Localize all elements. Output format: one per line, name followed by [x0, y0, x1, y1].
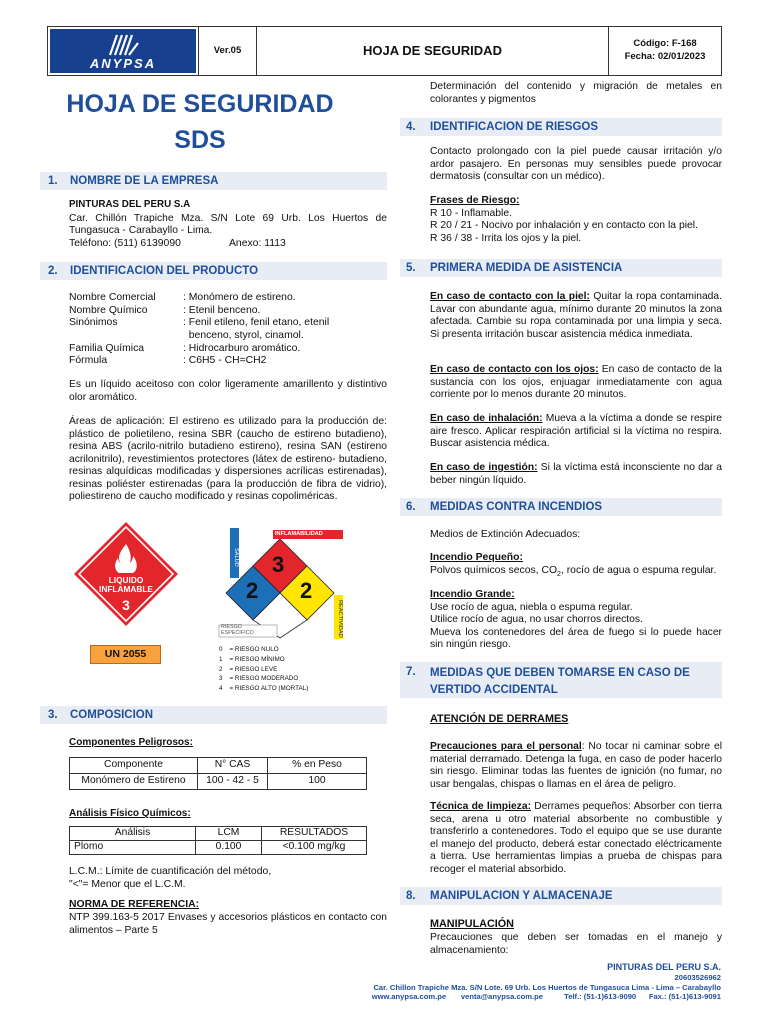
first-aid-text: Si la víctima está inconsciente no dar a beber ningún líquido.	[430, 462, 723, 486]
product-info-row	[69, 330, 387, 343]
fire-media: Medios de Extinción Adecuados:	[430, 529, 581, 540]
precautions-label: Precauciones para el personal	[430, 741, 582, 752]
document-title	[50, 86, 350, 159]
application-areas: Áreas de aplicación: El estireno es utilizado para la producción de: plástico de polietileno, resina SBR (caucho de estireno butadieno), resina ABS (acrilo-nitrilo butadieno estireno), resina SAN (estireno acrilonitrilo), revestimientos protectores (látex de estireno- butadieno, resinas alquídicas modificadas y dispersiones acrílicas estirenadas), resinas poliéster estirenadas (para la producción de fibra de vidrio), poliestireno de caucho modificado y resinas copoliméricas.	[69, 416, 387, 503]
section-title: NOMBRE DE LA EMPRESA	[70, 174, 219, 187]
section-7-header	[400, 662, 722, 698]
section-title: MEDIDAS CONTRA INCENDIOS	[430, 500, 603, 513]
logo-text: ANYPSA	[89, 56, 157, 71]
section-number: 6.	[406, 500, 416, 513]
footer-company: PINTURAS DEL PERU S.A.	[607, 962, 721, 972]
first-aid-inhalation	[430, 413, 722, 451]
nfpa-legend-item: 0 = RIESGO NULO	[219, 646, 279, 653]
large-fire-title: Incendio Grande:	[430, 589, 515, 600]
analysis-table	[69, 826, 367, 855]
first-aid-label: En caso de contacto con los ojos:	[430, 364, 599, 375]
table-cell: 100	[268, 774, 367, 790]
company-block	[69, 199, 387, 251]
personnel-precautions	[430, 741, 722, 791]
nfpa-label-health: SALUD	[233, 548, 239, 567]
section-title: IDENTIFICACION DEL PRODUCTO	[70, 264, 259, 277]
table-header-row	[70, 827, 367, 841]
product-info-row	[69, 317, 387, 330]
table-row	[70, 840, 367, 854]
section-1-header	[40, 172, 387, 190]
product-info-key: Sinónimos	[69, 317, 118, 329]
product-info-key: Nombre Comercial	[69, 292, 156, 303]
un-number-badge: UN 2055	[90, 645, 161, 664]
nfpa-label-special: RIESGO ESPECIFICO	[221, 624, 254, 636]
nfpa-flammability-value: 3	[272, 552, 285, 577]
document-header	[47, 26, 722, 76]
table-cell: 100 - 42 - 5	[198, 774, 268, 790]
table-header-cell: N° CAS	[198, 758, 268, 774]
cleaning-label: Técnica de limpieza:	[430, 801, 531, 812]
code: Código: F-168	[633, 38, 697, 50]
norm-title: NORMA DE REFERENCIA:	[69, 899, 200, 911]
precautions-text: : No tocar ni caminar sobre el material derramado. Detenga la fuga, en caso de poder hacerlo sin riesgo. Eliminar todas las fuentes de ignición (no fumar, no usar bengalas, chispas o llamas en el área de peligro.	[430, 741, 722, 790]
nfpa-legend-item: 4 = RIESGO ALTO (MORTAL)	[219, 685, 309, 692]
product-info-key	[69, 330, 183, 343]
company-phone-row	[69, 238, 387, 251]
handling-subtitle: MANIPULACIÓN	[430, 918, 514, 930]
nfpa-legend-item: 1 = RIESGO MÍNIMO	[219, 655, 285, 663]
section-4-header	[400, 118, 722, 136]
hazard-diamond	[72, 520, 180, 633]
small-fire-text-b: , rocío de agua o espuma regular.	[560, 564, 717, 576]
lcm-notes	[69, 866, 387, 937]
risk-phrase: R 36 / 38 - Irrita los ojos y la piel.	[430, 233, 582, 245]
table-header-row	[70, 758, 367, 774]
risk-text: Contacto prolongado con la piel puede causar irritación y/o ardor pasajero. En personas muy sensibles puede provocar dermatosis (consultar con un médico).	[430, 146, 722, 183]
section-6-header	[400, 498, 722, 516]
first-aid-label: En caso de contacto con la piel:	[430, 291, 590, 302]
section-number: 2.	[48, 264, 58, 277]
section-number: 3.	[48, 708, 58, 721]
section-title-line2: VERTIDO ACCIDENTAL	[430, 684, 558, 697]
table-cell: 0.100	[196, 840, 262, 854]
lcm-note-1: L.C.M.: Límite de cuantificación del método,	[69, 866, 272, 877]
risk-phrase: R 20 / 21 - Nocivo por inhalación y en contacto con la piel.	[430, 220, 699, 232]
table-cell: <0.100 mg/kg	[262, 840, 367, 854]
section-2-header	[40, 262, 387, 280]
product-description: Es un líquido aceitoso con color ligeramente amarillento y distintivo olor aromático.	[69, 379, 387, 403]
product-info-row	[69, 355, 387, 368]
small-fire-sub: 2	[557, 570, 561, 578]
company-address: Car. Chillón Trapiche Mza. S/N Lote 69 Urb. Los Huertos de Tungasuca - Carabayllo - Lima.	[69, 212, 387, 237]
section-title	[430, 665, 690, 700]
product-info-value: : C6H5 - CH=CH2	[183, 355, 267, 367]
first-aid-text: Quitar la ropa contaminada. Lavar con abundante agua, mínimo durante 20 minutos la zona afectada. Cambie su ropa contaminada por una limpia y seca. Si presenta irritación buscar asistencia médica inmediata.	[430, 291, 722, 340]
company-phone: Teléfono: (511) 6139090	[69, 238, 181, 250]
footer-ruc: 20603526962	[674, 973, 721, 983]
nfpa-health-value: 2	[246, 578, 259, 603]
nfpa-legend	[219, 645, 308, 694]
table-cell: Plomo	[70, 840, 196, 854]
components-table	[69, 757, 367, 790]
page-footer	[161, 962, 721, 1002]
section-8-header	[400, 887, 722, 905]
nfpa-label-flammability: INFLAMABILIDAD	[275, 531, 323, 537]
table-row	[70, 774, 367, 790]
cleaning-technique	[430, 801, 722, 876]
header-code-date	[609, 27, 721, 75]
spill-attention: ATENCIÓN DE DERRAMES	[430, 713, 569, 725]
large-fire-line: Mueva los contenedores del área de fuego si lo puede hacer sin ningún riesgo.	[430, 626, 722, 651]
footer-contact: www.anypsa.com.pe venta@anypsa.com.pe Telf.: (51-1)613-9090 Fax.: (51-1)613-9091	[371, 992, 721, 1002]
header-title: HOJA DE SEGURIDAD	[257, 27, 609, 75]
section-title: MANIPULACION Y ALMACENAJE	[430, 889, 613, 902]
right-continuation: Determinación del contenido y migración de metales en colorantes y pigmentos	[430, 81, 722, 105]
product-info-value: : Monómero de estireno.	[183, 292, 296, 303]
product-info-value: benceno, styrol, cinamol.	[183, 330, 304, 342]
diamond-line1: LIQUIDO	[108, 575, 144, 585]
table-header-cell: Componente	[70, 758, 198, 774]
company-annex: Anexo: 1113	[229, 238, 286, 250]
company-name: PINTURAS DEL PERU S.A	[69, 199, 191, 210]
section-title-line1: MEDIDAS QUE DEBEN TOMARSE EN CASO DE	[430, 667, 690, 679]
large-fire	[430, 589, 722, 652]
small-fire	[430, 552, 722, 579]
product-info-row	[69, 292, 387, 305]
product-info-key: Familia Química	[69, 342, 145, 354]
cleaning-text: Derrames pequeños: Absorber con tierra seca, arena u otro material absorbente no combustible y transferirlo a contenedores. Todo el equipo que se use durante el manejo del producto, deberá estar conectado eléctricamente a tierra. Use herramientas limpias a prueba de chispas para recoger el material absorbido.	[430, 801, 722, 875]
product-info	[69, 292, 387, 368]
large-fire-line: Utilice rocío de agua, no usar chorros directos.	[430, 614, 643, 626]
section-number: 8.	[406, 889, 416, 902]
document-title-line2: SDS	[174, 126, 226, 155]
first-aid-label: En caso de ingestión:	[430, 462, 538, 473]
product-info-row	[69, 305, 387, 318]
lcm-note-2: "<"= Menor que el L.C.M.	[69, 878, 186, 890]
analysis-title: Análisis Físico Químicos:	[69, 808, 191, 819]
section-3-header	[40, 706, 387, 724]
first-aid-eyes	[430, 364, 722, 402]
norm-text: NTP 399.163-5 2017 Envases y accesorios plásticos en contacto con alimentos – Parte 5	[69, 912, 387, 936]
risk-phrases-title: Frases de Riesgo:	[430, 195, 520, 206]
product-info-value: : Etenil benceno.	[183, 304, 261, 316]
nfpa-legend-item: 3 = RIESGO MODERADO	[219, 675, 299, 683]
product-info-value: : Fenil etileno, fenil etano, etenil	[183, 317, 330, 329]
small-fire-text-a: Polvos químicos secos, CO	[430, 564, 558, 576]
date: Fecha: 02/01/2023	[624, 51, 706, 62]
section-number: 1.	[48, 174, 58, 187]
footer-address: Car. Chillon Trapiche Mza. S/N Lote. 69 Urb. Los Huertos de Tungasuca Lima - Lima – Carabayllo	[373, 982, 721, 992]
diamond-line2: INFLAMABLE	[99, 583, 153, 594]
table-header-cell: LCM	[196, 827, 262, 841]
table-header-cell: RESULTADOS	[262, 827, 367, 841]
product-info-key: Fórmula	[69, 355, 108, 367]
first-aid-label: En caso de inhalación:	[430, 413, 543, 424]
first-aid-text: Mueva a la víctima a donde se respire aire fresco. Aplicar respiración artificial si la víctima no respira. Buscar asistencia médica.	[430, 413, 723, 450]
diamond-text	[72, 576, 180, 613]
section-number: 7.	[406, 666, 416, 678]
section-title: COMPOSICION	[70, 708, 154, 721]
document-title-line1: HOJA DE SEGURIDAD	[66, 90, 334, 118]
section-number: 4.	[406, 120, 416, 133]
table-header-cell: Análisis	[70, 827, 196, 841]
section-title: PRIMERA MEDIDA DE ASISTENCIA	[430, 261, 623, 274]
table-cell: Monómero de Estireno	[70, 774, 198, 790]
small-fire-text	[430, 565, 722, 580]
risk-phrase: R 10 - Inflamable.	[430, 207, 513, 219]
first-aid-skin	[430, 291, 722, 341]
section-5-header	[400, 259, 722, 277]
nfpa-reactivity-value: 2	[300, 578, 313, 603]
first-aid-text: En caso de contacto de la sustancia con los ojos, enjuagar inmediatamente con agua corriente por lo menos durante 20 minutos.	[430, 364, 723, 401]
table-header-cell: % en Peso	[268, 758, 367, 774]
section-number: 5.	[406, 261, 416, 274]
risk-phrases	[430, 195, 722, 246]
small-fire-title: Incendio Pequeño:	[430, 552, 523, 563]
diamond-class: 3	[122, 597, 130, 614]
anypsa-logo	[50, 29, 196, 73]
nfpa-legend-item: 2 = RIESGO LEVE	[219, 665, 278, 673]
components-title: Componentes Peligrosos:	[69, 737, 193, 748]
product-info-value: : Hidrocarburo aromático.	[183, 342, 301, 354]
nfpa-label-reactivity: REACTIVIDAD	[337, 600, 343, 638]
first-aid-ingestion	[430, 462, 722, 487]
section-title: IDENTIFICACION DE RIESGOS	[430, 120, 599, 133]
logo-cell	[48, 27, 199, 75]
nfpa-diamond	[215, 528, 345, 640]
version: Ver.05	[199, 27, 257, 75]
product-info-key: Nombre Químico	[69, 304, 148, 316]
product-info-row	[69, 343, 387, 356]
large-fire-line: Use rocío de agua, niebla o espuma regular.	[430, 601, 633, 613]
handling-text: Precauciones que deben ser tomadas en el manejo y almacenamiento:	[430, 932, 722, 956]
